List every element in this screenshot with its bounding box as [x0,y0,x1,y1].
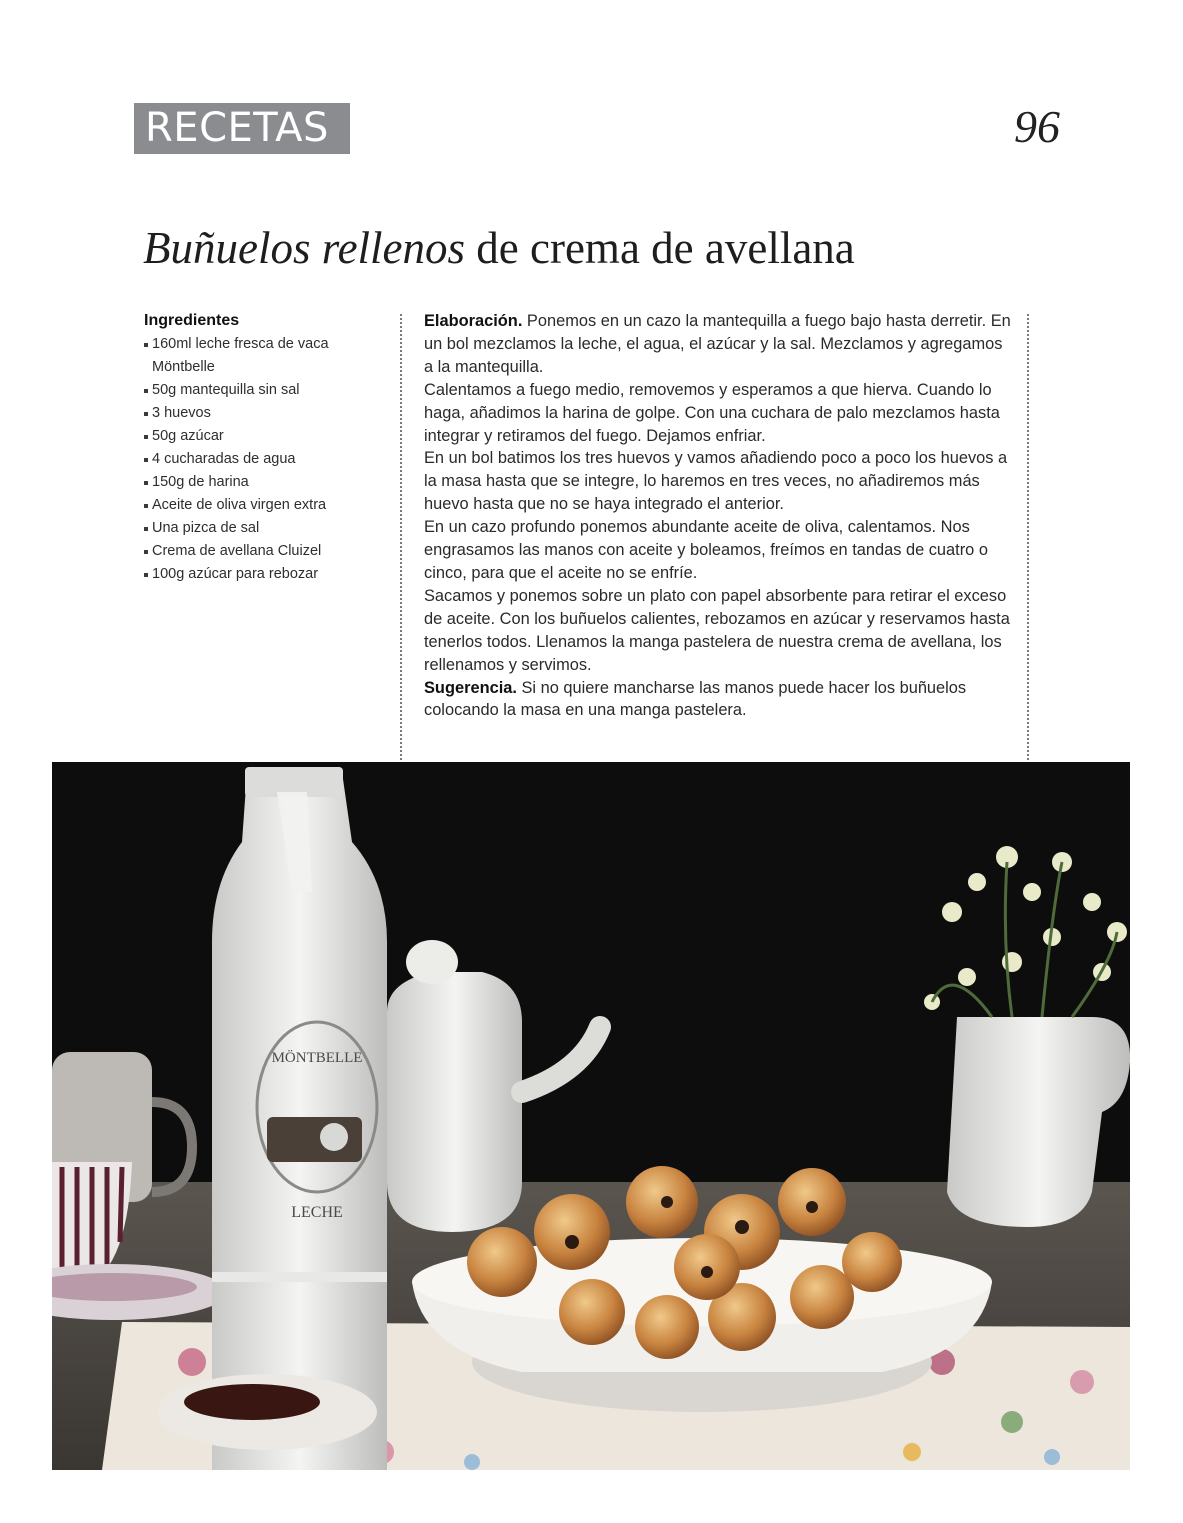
ingredient-item-continuation: Möntbelle [152,359,215,375]
bottle-label-top: MÖNTBELLE [271,1050,363,1066]
ingredient-item: 3 huevos [144,402,384,425]
method-paragraph [424,310,1014,379]
ingredients-heading: Ingredientes [144,312,240,329]
sugerencia-label: Sugerencia. [424,678,517,697]
method-paragraph: En un bol batimos los tres huevos y vamos añadiendo poco a poco los huevos a la masa hasta que se integre, lo haremos en tres veces, no añadiremos más huevo hasta que no se haya integrado el anterior. [424,449,1008,514]
column-divider-left [400,314,402,760]
ingredient-item: Crema de avellana Cluizel [144,540,384,563]
ingredient-item: 150g de harina [144,471,384,494]
elaboracion-label: Elaboración. [424,312,523,330]
section-tag: RECETAS [134,103,350,154]
ingredients-column [144,310,384,586]
ingredient-item: Una pizca de sal [144,517,384,540]
method-paragraph: En un cazo profundo ponemos abundante aceite de oliva, calentamos. Nos engrasamos las manos con aceite y boleamos, freímos en tandas de cuatro o cinco, para que el aceite no se enfríe. [424,518,988,582]
method-text: Ponemos en un cazo la mantequilla a fuego bajo hasta derretir. En un bol mezclamos la leche, el agua, el azúcar y la sal. Mezclamos y agregamos a la mantequilla. [424,312,1011,376]
ingredient-item: 50g mantequilla sin sal [144,379,384,402]
page-number: 96 [1014,101,1060,152]
recipe-photo [52,762,1130,1470]
recipe-title-regular: de crema de avellana [465,223,855,273]
ingredient-item: 100g azúcar para rebozar [144,563,384,586]
ingredient-item: Aceite de oliva virgen extra [144,494,384,517]
ingredient-item: 4 cucharadas de agua [144,448,384,471]
bottle-label-bottom: LECHE [291,1204,343,1221]
suggestion-text: Si no quiere mancharse las manos puede hacer los buñuelos colocando la masa en una manga pastelera. [424,678,967,720]
method-column [424,310,1014,722]
suggestion-paragraph [424,677,1014,723]
recipe-title-italic: Buñuelos rellenos [143,223,466,273]
method-paragraph: Sacamos y ponemos sobre un plato con papel absorbente para retirar el exceso de aceite. Con los buñuelos calientes, rebozamos en azúcar y reservamos hasta tenerlos todos. Llenamos la manga pastelera de nuestra crema de avellana, los rellenamos y servimos. [424,586,1010,674]
method-paragraph: Calentamos a fuego medio, removemos y esperamos a que hierva. Cuando lo haga, añadimos la harina de golpe. Con una cuchara de palo mezclamos hasta integrar y retiramos del fuego. Dejamos enfriar. [424,380,1000,445]
ingredients-list [144,333,384,586]
column-divider-right [1027,314,1029,760]
ingredient-item: 160ml leche fresca de vaca [144,333,384,356]
recipe-title [143,222,855,274]
ingredient-item: 50g azúcar [144,425,384,448]
